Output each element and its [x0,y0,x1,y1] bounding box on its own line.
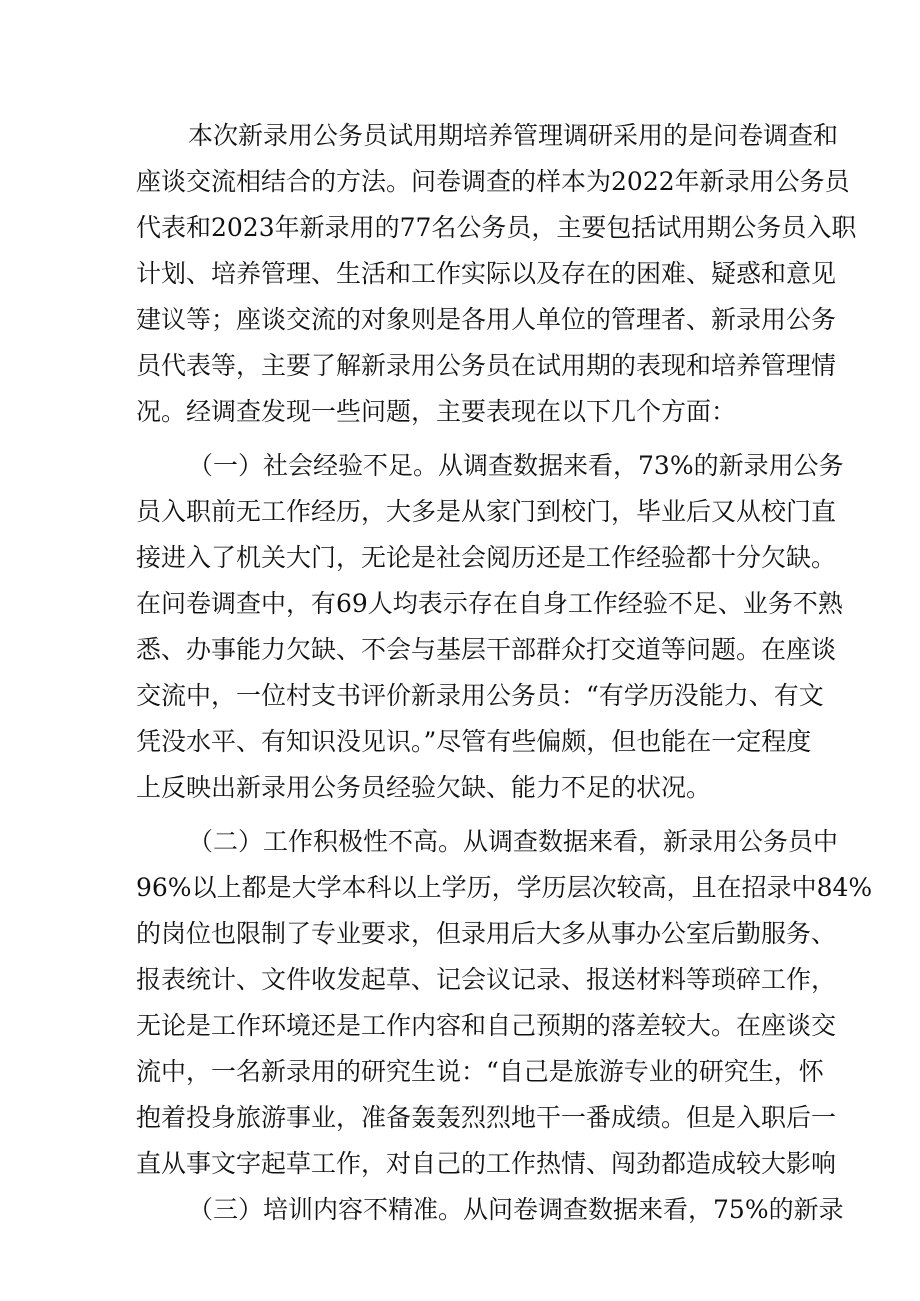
text-line: 上反映出新录用公务员经验欠缺、能力不足的状况。 [136,773,712,802]
paragraph-intro [136,116,857,438]
text-line: 建议等；座谈交流的对象则是各用人单位的管理者、新录用公务 [136,305,837,334]
paragraph-gap [136,814,788,822]
text-line: 代表和2023年新录用的77名公务员，主要包括试用期公务员入职 [136,213,857,242]
text-line: 凭没水平、有知识没见识。”尽管有些偏颇，但也能在一定程度 [136,727,812,756]
document-body [136,116,873,1236]
text-line: 在问卷调查中，有69人均表示存在自身工作经验不足、业务不熟 [136,589,843,618]
text-line: 况。经调查发现一些问题，主要表现在以下几个方面： [136,397,737,426]
text-line: 座谈交流相结合的方法。问卷调查的样本为2022年新录用公务员 [136,167,850,196]
text-line: 流中，一名新录用的研究生说：“自己是旅游专业的研究生，怀 [136,1057,824,1086]
text-line: 接进入了机关大门，无论是社会阅历还是工作经验都十分欠缺。 [136,543,837,572]
text-line: 无论是工作环境还是工作内容和自己预期的落差较大。在座谈交 [136,1011,837,1040]
text-line: （一）社会经验不足。从调查数据来看，73%的新录用公务 [188,451,844,480]
paragraph-section-1 [136,446,844,814]
text-line: 计划、培养管理、生活和工作实际以及存在的困难、疑惑和意见 [136,259,837,288]
text-line: 员代表等，主要了解新录用公务员在试用期的表现和培养管理情 [136,351,837,380]
text-line: 悉、办事能力欠缺、不会与基层干部群众打交道等问题。在座谈 [136,635,837,664]
text-line: （二）工作积极性不高。从调查数据来看，新录用公务员中 [188,827,839,856]
text-line: 报表统计、文件收发起草、记会议记录、报送材料等琐碎工作， [136,965,837,994]
text-line: 96%以上都是大学本科以上学历，学历层次较高，且在招录中84% [136,873,873,902]
text-line: 本次新录用公务员试用期培养管理调研采用的是问卷调查和 [188,121,839,150]
text-line: 抱着投身旅游事业，准备轰轰烈烈地干一番成绩。但是入职后一 [136,1103,837,1132]
text-line: （三）培训内容不精准。从问卷调查数据来看，75%的新录 [188,1195,844,1224]
text-line: 交流中，一位村支书评价新录用公务员：“有学历没能力、有文 [136,681,824,710]
paragraph-section-2 [136,822,873,1190]
text-line: 员入职前无工作经历，大多是从家门到校门，毕业后又从校门直 [136,497,837,526]
text-line: 直从事文字起草工作，对自己的工作热情、闯劲都造成较大影响 [136,1149,837,1178]
paragraph-section-3 [136,1190,844,1236]
paragraph-gap [136,438,788,446]
text-line: 的岗位也限制了专业要求，但录用后大多从事办公室后勤服务、 [136,919,837,948]
